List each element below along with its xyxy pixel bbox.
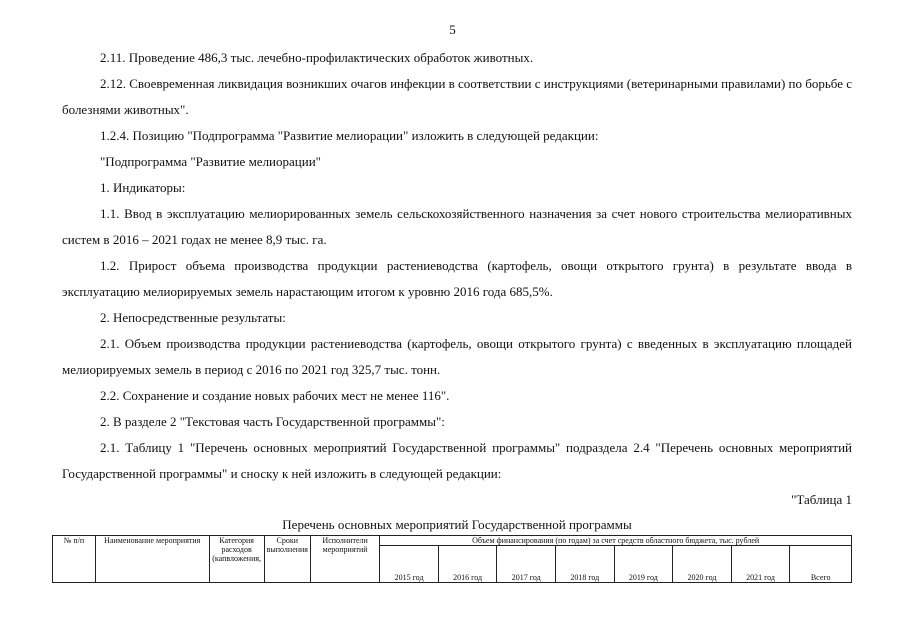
paragraph-indicators: 1. Индикаторы: <box>100 180 186 195</box>
paragraph-table-instruction: 2.1. Таблицу 1 "Перечень основных мероприятий Государственной программы" подраздела 2.4 "Перечень основных мероприятий Государственной программы" и сноску к ней изложить в следующей редакции: <box>62 440 852 481</box>
table-title: Перечень основных мероприятий Государственной программы <box>282 517 632 532</box>
year-2018: 2018 год <box>556 546 615 583</box>
document-body <box>62 45 852 583</box>
paragraph-2-1-volume: 2.1. Объем производства продукции растениеводства (картофель, овощи открытого грунта) с введенных в эксплуатацию площадей мелиорируемых земель в период с 2016 по 2021 год 325,7 тыс. тонн. <box>62 336 852 377</box>
paragraph-direct-results: 2. Непосредственные результаты: <box>100 310 286 325</box>
page-number: 5 <box>449 22 456 37</box>
year-2015: 2015 год <box>380 546 439 583</box>
paragraph-section-2: 2. В разделе 2 "Текстовая часть Государственной программы": <box>100 414 445 429</box>
year-2020: 2020 год <box>673 546 732 583</box>
year-2017: 2017 год <box>497 546 556 583</box>
paragraph-2-2: 2.2. Сохранение и создание новых рабочих мест не менее 116". <box>100 388 450 403</box>
table-label: "Таблица 1 <box>791 492 852 507</box>
paragraph-1-2-4: 1.2.4. Позицию "Подпрограмма "Развитие мелиорации" изложить в следующей редакции: <box>100 128 599 143</box>
header-executors: Исполнители мероприятий <box>310 536 379 583</box>
paragraph-2-12: 2.12. Своевременная ликвидация возникших очагов инфекции в соответствии с инструкциями (ветеринарными правилами) по борьбе с болезнями животных". <box>62 76 853 117</box>
paragraph-subprogram-title: "Подпрограмма "Развитие мелиорации" <box>100 154 321 169</box>
paragraph-1-1: 1.1. Ввод в эксплуатацию мелиорированных земель сельскохозяйственного назначения за счет нового строительства мелиоративных систем в 2016 – 2021 годах не менее 8,9 тыс. га. <box>62 206 852 247</box>
year-2016: 2016 год <box>438 546 497 583</box>
paragraph-2-11: 2.11. Проведение 486,3 тыс. лечебно-профилактических обработок животных. <box>100 50 534 65</box>
header-num: № п/п <box>53 536 96 583</box>
header-name: Наименование мероприятия <box>95 536 209 583</box>
paragraph-1-2: 1.2. Прирост объема производства продукции растениеводства (картофель, овощи открытого грунта) в результате ввода в эксплуатацию мелиорируемых земель нарастающим итогом к уровню 2016 года 685,5%. <box>62 258 852 299</box>
year-total: Всего <box>790 546 852 583</box>
header-funding: Объем финансирования (по годам) за счет средств областного бюджета, тыс. рублей <box>380 536 852 546</box>
year-2019: 2019 год <box>614 546 673 583</box>
header-term: Сроки выполнения <box>264 536 310 583</box>
year-2021: 2021 год <box>731 546 790 583</box>
table-header-row <box>53 536 852 546</box>
header-category: Категория расходов (капвложения, <box>209 536 264 583</box>
measures-table <box>52 535 852 583</box>
